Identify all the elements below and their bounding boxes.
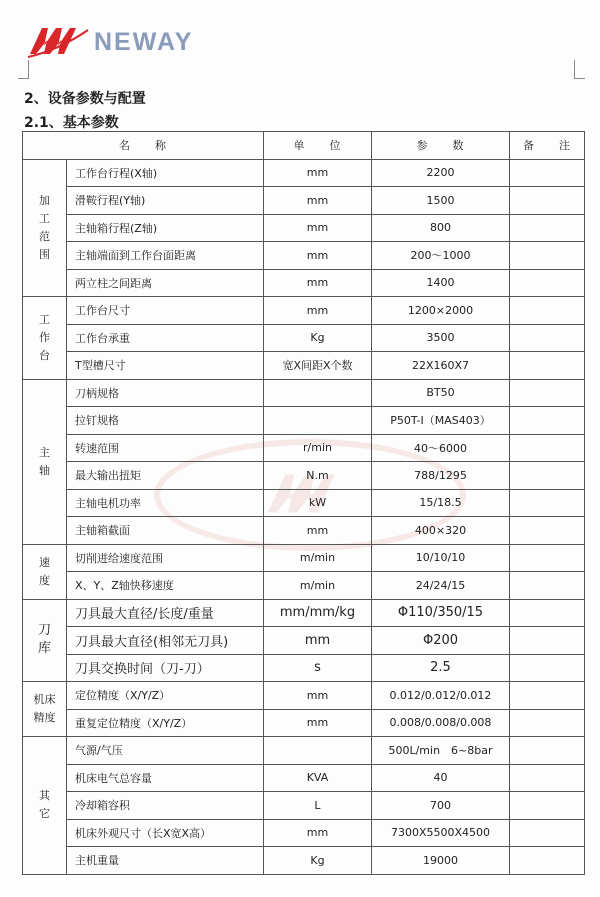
param-name-cell: 主机重量 [67, 847, 264, 875]
param-note-cell [510, 269, 585, 297]
category-cell [23, 737, 67, 875]
param-value-cell: 1200×2000 [372, 297, 510, 325]
category-label: 速度 [39, 555, 50, 587]
crop-mark-right [574, 60, 585, 79]
category-label: 工作台 [39, 312, 50, 362]
param-value-cell: 10/10/10 [372, 544, 510, 572]
param-value-cell: 19000 [372, 847, 510, 875]
table-header-row [23, 132, 585, 160]
param-name-cell: 刀具最大直径(相邻无刀具) [67, 627, 264, 655]
param-value-cell: 800 [372, 214, 510, 242]
table-row [23, 187, 585, 215]
param-value-cell: 24/24/15 [372, 572, 510, 600]
table-row [23, 599, 585, 627]
param-value-cell: 22X160X7 [372, 352, 510, 380]
param-name-cell: 转速范围 [67, 434, 264, 462]
param-name-cell: T型槽尺寸 [67, 352, 264, 380]
table-row [23, 214, 585, 242]
param-value-cell: 2.5 [372, 654, 510, 682]
param-name-cell: 重复定位精度（X/Y/Z） [67, 709, 264, 737]
param-note-cell [510, 847, 585, 875]
table-row [23, 159, 585, 187]
param-value-cell: 15/18.5 [372, 489, 510, 517]
param-note-cell [510, 187, 585, 215]
param-note-cell [510, 324, 585, 352]
param-unit-cell: mm [264, 187, 372, 215]
param-unit-cell: KVA [264, 764, 372, 792]
param-unit-cell [264, 379, 372, 407]
param-value-cell: 40～6000 [372, 434, 510, 462]
param-note-cell [510, 489, 585, 517]
param-note-cell [510, 709, 585, 737]
param-unit-cell: r/min [264, 434, 372, 462]
category-label: 机床精度 [33, 693, 56, 724]
table-row [23, 544, 585, 572]
category-cell [23, 379, 67, 544]
table-row [23, 654, 585, 682]
param-unit-cell: mm [264, 627, 372, 655]
category-label: 刀库 [37, 623, 51, 657]
param-unit-cell [264, 407, 372, 435]
param-name-cell: 机床外观尺寸（长X宽X高） [67, 819, 264, 847]
category-cell [23, 682, 67, 737]
param-note-cell [510, 627, 585, 655]
param-note-cell [510, 297, 585, 325]
neway-logo [28, 24, 193, 60]
param-value-cell: 1500 [372, 187, 510, 215]
column-header-name: 名 称 [23, 132, 264, 160]
param-unit-cell: m/min [264, 572, 372, 600]
param-value-cell: Φ200 [372, 627, 510, 655]
column-header-unit: 单 位 [264, 132, 372, 160]
param-unit-cell [264, 737, 372, 765]
param-note-cell [510, 214, 585, 242]
param-name-cell: 两立柱之间距离 [67, 269, 264, 297]
category-cell [23, 159, 67, 297]
param-unit-cell: mm [264, 709, 372, 737]
param-name-cell: 刀具最大直径/长度/重量 [67, 599, 264, 627]
param-value-cell: 2200 [372, 159, 510, 187]
param-value-cell: 788/1295 [372, 462, 510, 490]
column-header-value: 参 数 [372, 132, 510, 160]
param-note-cell [510, 434, 585, 462]
param-name-cell: 主轴箱行程(Z轴) [67, 214, 264, 242]
param-name-cell: 切削进给速度范围 [67, 544, 264, 572]
param-name-cell: 机床电气总容量 [67, 764, 264, 792]
param-name-cell: 主轴电机功率 [67, 489, 264, 517]
param-value-cell: BT50 [372, 379, 510, 407]
param-value-cell: P50T-I（MAS403） [372, 407, 510, 435]
param-unit-cell: mm [264, 159, 372, 187]
param-name-cell: 刀具交换时间（刀-刀） [67, 654, 264, 682]
param-value-cell: 0.012/0.012/0.012 [372, 682, 510, 710]
param-name-cell: 工作台尺寸 [67, 297, 264, 325]
param-note-cell [510, 764, 585, 792]
param-value-cell: 200～1000 [372, 242, 510, 270]
param-value-cell: 400×320 [372, 517, 510, 545]
param-unit-cell: mm/mm/kg [264, 599, 372, 627]
param-value-cell: Φ110/350/15 [372, 599, 510, 627]
param-note-cell [510, 242, 585, 270]
table-row [23, 737, 585, 765]
table-row [23, 489, 585, 517]
table-row [23, 352, 585, 380]
param-unit-cell: Kg [264, 324, 372, 352]
logo-text: NEWAY [94, 27, 194, 56]
spec-table [22, 131, 585, 875]
param-note-cell [510, 159, 585, 187]
param-name-cell: 最大输出扭矩 [67, 462, 264, 490]
param-note-cell [510, 462, 585, 490]
category-label: 其它 [39, 789, 50, 821]
param-name-cell: 工作台行程(X轴) [67, 159, 264, 187]
param-unit-cell: mm [264, 242, 372, 270]
table-row [23, 324, 585, 352]
param-note-cell [510, 599, 585, 627]
category-label: 主轴 [39, 445, 50, 477]
spec-table-body [23, 159, 585, 874]
param-name-cell: 刀柄规格 [67, 379, 264, 407]
table-row [23, 792, 585, 820]
param-note-cell [510, 544, 585, 572]
param-name-cell: 拉钉规格 [67, 407, 264, 435]
param-note-cell [510, 737, 585, 765]
param-unit-cell: Kg [264, 847, 372, 875]
table-row [23, 682, 585, 710]
param-unit-cell: mm [264, 682, 372, 710]
table-row [23, 462, 585, 490]
table-row [23, 709, 585, 737]
param-name-cell: 气源/气压 [67, 737, 264, 765]
param-name-cell: 滑鞍行程(Y轴) [67, 187, 264, 215]
param-unit-cell: mm [264, 269, 372, 297]
param-value-cell: 1400 [372, 269, 510, 297]
table-row [23, 764, 585, 792]
param-note-cell [510, 352, 585, 380]
param-name-cell: 主轴箱截面 [67, 517, 264, 545]
param-unit-cell: mm [264, 819, 372, 847]
param-unit-cell: mm [264, 517, 372, 545]
param-note-cell [510, 792, 585, 820]
param-unit-cell: mm [264, 297, 372, 325]
param-unit-cell: s [264, 654, 372, 682]
table-row [23, 242, 585, 270]
table-row [23, 379, 585, 407]
crop-mark-left [18, 60, 29, 79]
param-name-cell: 冷却箱容积 [67, 792, 264, 820]
table-row [23, 297, 585, 325]
param-unit-cell: m/min [264, 544, 372, 572]
category-cell [23, 544, 67, 599]
param-note-cell [510, 819, 585, 847]
table-row [23, 847, 585, 875]
table-row [23, 627, 585, 655]
param-note-cell [510, 682, 585, 710]
category-cell [23, 297, 67, 380]
param-value-cell: 0.008/0.008/0.008 [372, 709, 510, 737]
table-row [23, 407, 585, 435]
category-label: 加工范围 [39, 193, 50, 261]
table-row [23, 819, 585, 847]
section-title: 2、设备参数与配置 [24, 91, 146, 107]
param-name-cell: 工作台承重 [67, 324, 264, 352]
category-cell [23, 599, 67, 682]
table-row [23, 434, 585, 462]
table-row [23, 269, 585, 297]
param-name-cell: 定位精度（X/Y/Z） [67, 682, 264, 710]
param-value-cell: 3500 [372, 324, 510, 352]
param-note-cell [510, 379, 585, 407]
subsection-title: 2.1、基本参数 [24, 115, 119, 131]
param-value-cell: 700 [372, 792, 510, 820]
param-note-cell [510, 654, 585, 682]
param-name-cell: 主轴端面到工作台面距离 [67, 242, 264, 270]
table-row [23, 517, 585, 545]
param-unit-cell: kW [264, 489, 372, 517]
column-header-note: 备 注 [510, 132, 585, 160]
param-note-cell [510, 407, 585, 435]
param-value-cell: 7300X5500X4500 [372, 819, 510, 847]
param-value-cell: 500L/min 6~8bar [372, 737, 510, 765]
neway-logo-mark-icon [28, 24, 90, 60]
param-unit-cell: L [264, 792, 372, 820]
param-unit-cell: mm [264, 214, 372, 242]
param-name-cell: X、Y、Z轴快移速度 [67, 572, 264, 600]
param-note-cell [510, 517, 585, 545]
table-row [23, 572, 585, 600]
param-unit-cell: 宽X间距X个数 [264, 352, 372, 380]
param-value-cell: 40 [372, 764, 510, 792]
param-unit-cell: N.m [264, 462, 372, 490]
param-note-cell [510, 572, 585, 600]
